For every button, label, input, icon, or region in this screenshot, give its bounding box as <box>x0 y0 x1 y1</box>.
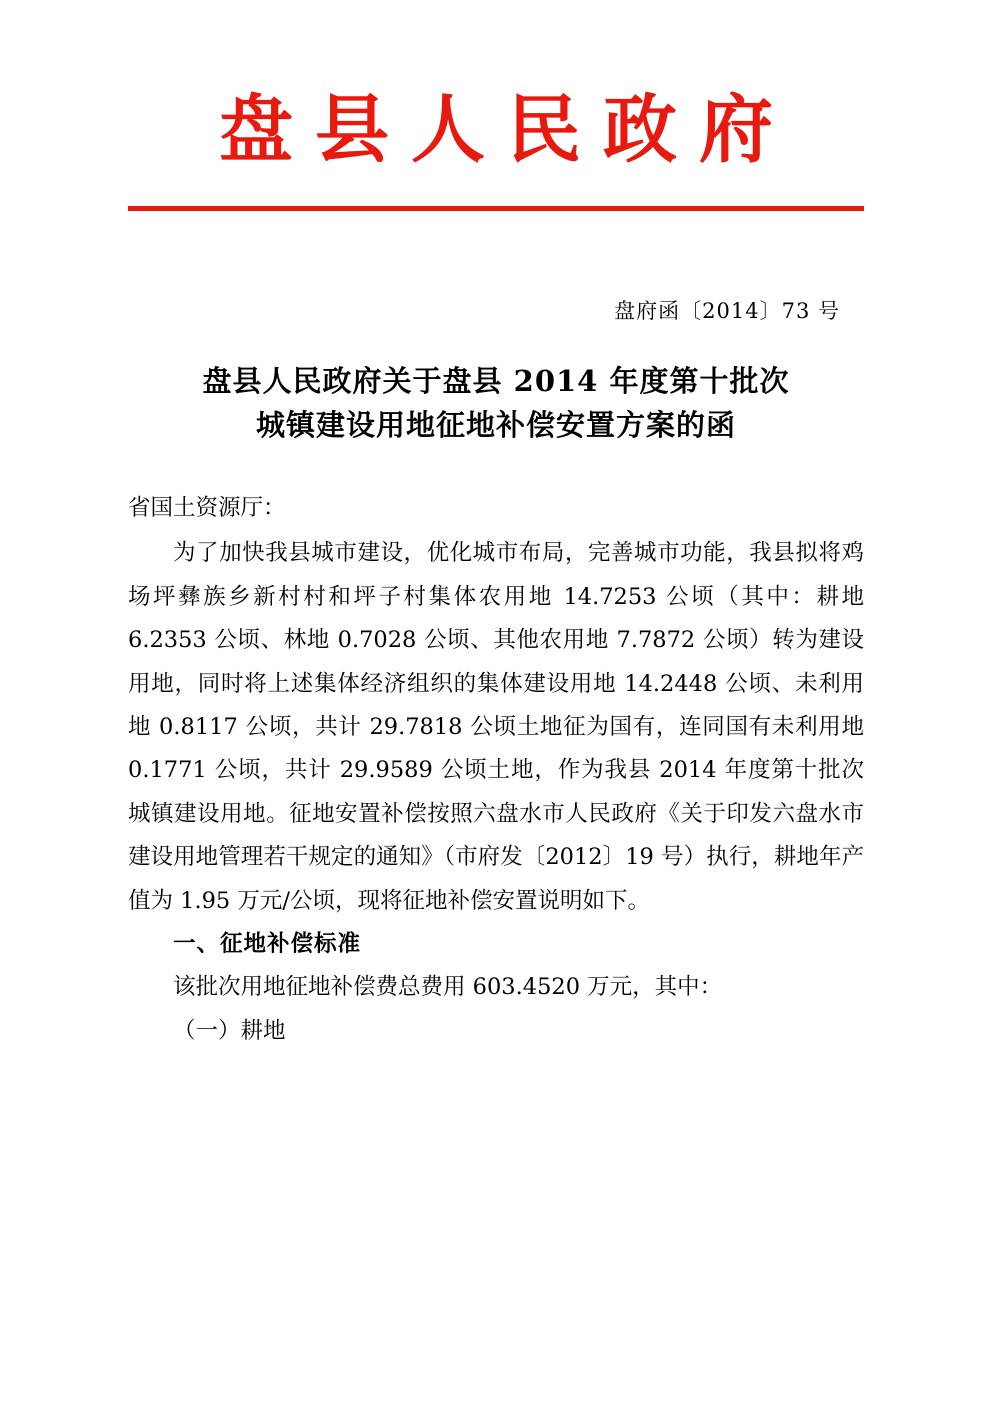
letterhead <box>128 0 864 211</box>
document-number-row <box>128 295 864 325</box>
page-title-line-1: 盘县人民政府关于盘县 2014 年度第十批次 <box>202 363 790 398</box>
page-title <box>128 359 864 447</box>
letterhead-divider <box>128 206 864 211</box>
section-1-paragraph: 该批次用地征地补偿费总费用 603.4520 万元，其中： <box>173 974 723 1001</box>
document-number: 盘府函〔2014〕73 号 <box>614 298 840 323</box>
section-heading-compensation-standard: 一、征地补偿标准 <box>173 931 362 958</box>
addressee: 省国土资源厅： <box>128 494 286 521</box>
document-body <box>128 487 864 1053</box>
body-paragraph-1: 为了加快我县城市建设，优化城市布局，完善城市功能，我县拟将鸡场坪彝族乡新村村和坪子村集体农用地 14.7253 公顷（其中：耕地 6.2353 公顷、林地 0.7028 公顷、其他农用地 7.7872 公顷）转为建设用地，同时将上述集体经济组织的集体建设用地 14.2448 公顷、未利用地 0.8117 公顷，共计 29.7818 公顷土地征为国有，连同国有未利用地 0.1771 公顷，共计 29.9589 公顷土地，作为我县 2014 年度第十批次城镇建设用地。征地安置补偿按照六盘水市人民政府《关于印发六盘水市建设用地管理若干规定的通知》（市府发〔2012〕19 号）执行，耕地年产值为 1.95 万元/公顷，现将征地补偿安置说明如下。 <box>128 540 864 914</box>
letterhead-organization-title: 盘县人民政府 <box>219 87 795 173</box>
section-1-item-cultivated-land: （一）耕地 <box>173 1017 286 1044</box>
page-title-line-2: 城镇建设用地征地补偿安置方案的函 <box>255 407 736 442</box>
